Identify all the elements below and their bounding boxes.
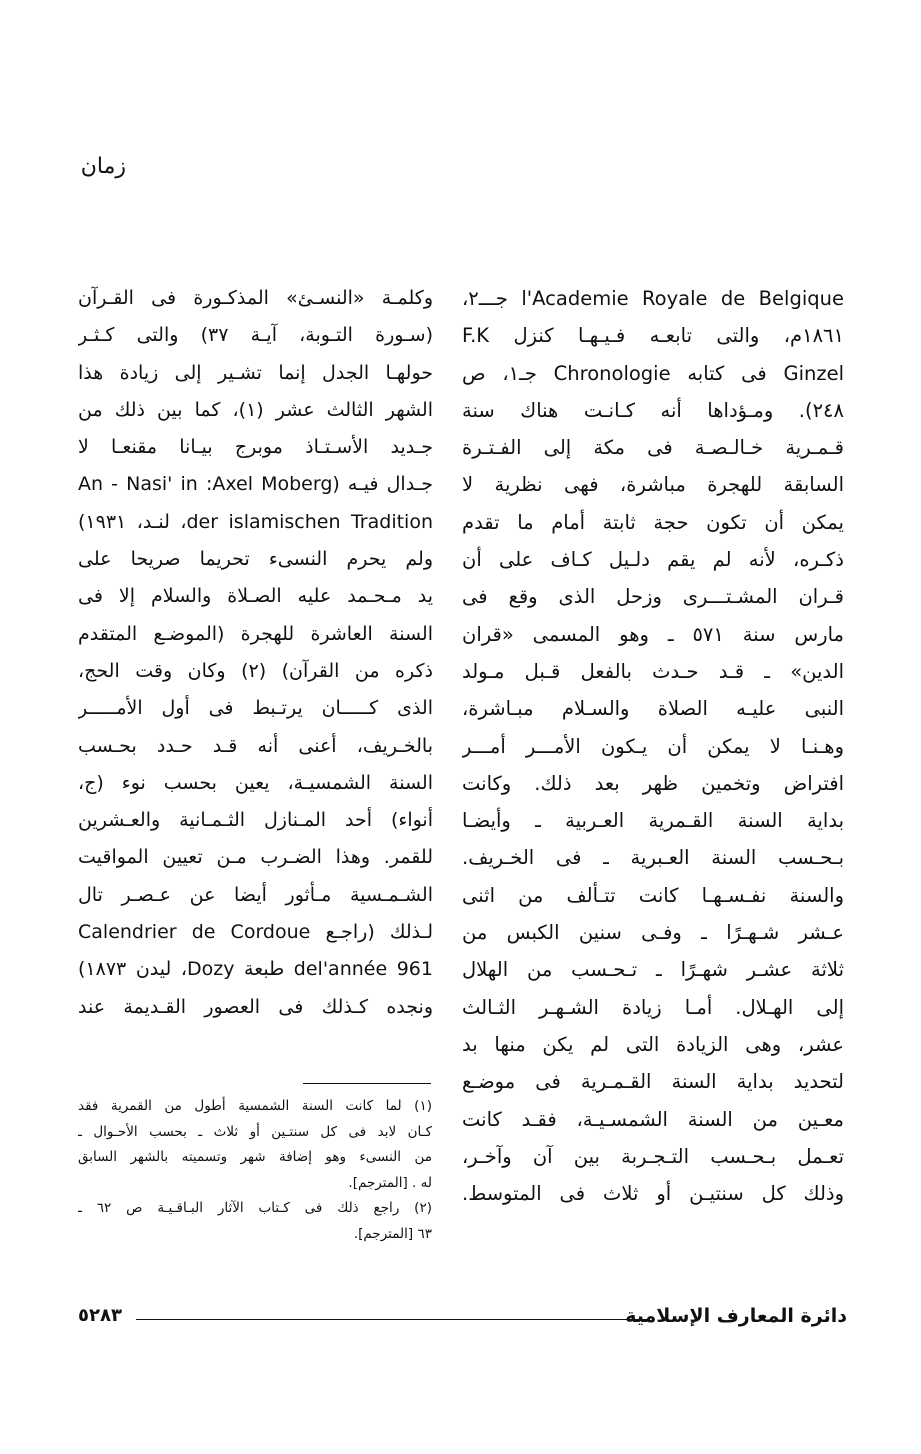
- text-line: مارس سنة ٥٧١ ـ وهو المسمى «قران: [462, 622, 844, 646]
- text-line: الدين» ـ قـد حـدث بالفعل قـبل مـولد: [462, 659, 844, 683]
- text-line: تعـمل بـحـسب التـجـربة بين آن وآخـر،: [462, 1144, 844, 1168]
- text-line: السنة الشمسيـة، يعين بحسب نوء (ج،: [78, 771, 433, 794]
- text-line: بداية السنة القـمرية العـربية ـ وأيضـا: [462, 809, 844, 833]
- text-line: جـدال فيـه (An - Nasi' in :Axel Moberg: [78, 473, 433, 496]
- text-line: l'Academie Royale de Belgique جـــ٢،: [462, 287, 844, 310]
- footnotes: [78, 1094, 432, 1247]
- text-line: del'année 961 طبعة Dozy، ليدن ١٨٧٣): [78, 958, 433, 981]
- text-line: ذكـره، لأنه لم يقم دلـيل كـاف على أن: [462, 548, 844, 572]
- footnote-line: (٢) راجع ذلك فى كـتاب الآثار البـاقـيـة ص ٦٢ ـ: [78, 1200, 432, 1216]
- footer-title: دائرة المعارف الإسلامية: [625, 1305, 847, 1327]
- text-line: لـذلك (راجـع Calendrier de Cordoue: [78, 921, 433, 944]
- text-line: إلى الهـلال. أمـا زيادة الشـهـر الثـالث: [462, 995, 844, 1019]
- text-line: عـشر شـهـرًا ـ وفـى سنين الكبس من: [462, 921, 844, 945]
- footnote-divider: [303, 1083, 431, 1084]
- text-line: ٢٤٨). ومـؤداها أنه كـانـت هناك سنة: [462, 398, 844, 422]
- text-line: وهـنـا لا يمكن أن يـكون الأمـــر أمـــر: [462, 734, 844, 758]
- text-line: أنواء) أحد المـنازل الثـمـانية والعـشرين: [78, 809, 433, 832]
- text-line: ثلاثة عشـر شهـرًا ـ تـحـسب من الهلال: [462, 958, 844, 982]
- text-line: der islamischen Tradition، لنـد، ١٩٣١): [78, 510, 433, 533]
- text-line: لتحديد بداية السنة القـمـرية فى موضـع: [462, 1070, 844, 1094]
- text-line: جـديد الأسـتـاذ موبرج بيـانا مقنعـا لا: [78, 436, 433, 459]
- text-line: الشهر الثالث عشر (١)، كما بين ذلك من: [78, 398, 433, 421]
- text-line: والسنة نفـسـهـا كانت تتـألف من اثنى: [462, 883, 844, 907]
- footnote-line: ٦٣ [المترجم].: [353, 1225, 432, 1242]
- text-line: افتراض وتخمين ظهر بعد ذلك. وكانت: [462, 771, 844, 795]
- text-line: الذى كـــــان يرتـبط فى أول الأمـــــر: [78, 697, 433, 720]
- text-line: السابقة للهجرة مباشرة، فهى نظرية لا: [462, 473, 844, 497]
- text-line: يمكن أن تكون حجة ثابتة أمام ما تقدم: [462, 510, 844, 534]
- text-line: حولهـا الجدل إنما تشـير إلى زيادة هذا: [78, 361, 433, 384]
- page-footer: [78, 1305, 847, 1335]
- text-line: وكلمـة «النسـئ» المذكـورة فى القـرآن: [78, 287, 433, 309]
- text-line: ولم يحرم النسىء تحريما صريحا على: [78, 548, 433, 571]
- text-line: ١٨٦١م، والتى تابعـه فـيـهـا كنزل F.K: [462, 324, 844, 348]
- text-line: قـران المشـتـــرى وزحل الذى وقع فى: [462, 585, 844, 609]
- text-line: عشر، وهى الزيادة التى لم يكن منها بد: [462, 1032, 844, 1056]
- text-line: وذلك كل سنتيـن أو ثلاث فى المتوسط.: [462, 1182, 844, 1206]
- text-line: ذكره من القرآن) (٢) وكان وقت الحج،: [78, 659, 433, 682]
- footer-rule: [136, 1319, 647, 1320]
- text-line: يد مـحـمد عليه الصـلاة والسلام إلا فى: [78, 585, 433, 608]
- text-line: النبى عليـه الصلاة والسـلام مبـاشرة،: [462, 697, 844, 721]
- footnote-line: (١) لما كانت السنة الشمسية أطول من القمرية فقد: [78, 1098, 432, 1114]
- text-line: الشـمـسية مـأثور أيضا عن عـصـر تال: [78, 883, 433, 906]
- left-column: [78, 280, 433, 1026]
- page-number: ٥٢٨٣: [78, 1305, 122, 1326]
- text-line: (سـورة التـوبة، آيـة ٣٧) والتى كـثـر: [78, 324, 433, 347]
- footnote-line: له . [المترجم].: [348, 1174, 432, 1191]
- text-line: السنة العاشرة للهجرة (الموضـع المتقدم: [78, 622, 433, 645]
- text-line: بـحـسب السنة العـبرية ـ فى الخـريف.: [462, 846, 844, 870]
- text-line: ونجده كـذلك فى العصور القـديمة عند: [78, 995, 433, 1018]
- running-head: زمان: [80, 154, 126, 179]
- text-line: قـمـرية خـالـصـة فى مكة إلى الفـتـرة: [462, 436, 844, 460]
- right-column: [462, 280, 844, 1212]
- footnote-line: من النسىء وهو إضافة شهر وتسميته بالشهر السابق: [78, 1149, 432, 1165]
- text-line: Ginzel فى كتابه Chronologie جـ١، ص: [462, 361, 844, 385]
- text-line: معـين من السنة الشمسـيـة، فقـد كانت: [462, 1107, 844, 1131]
- footnote-line: كـان لابد فى كل سنتـين أو ثلاث ـ بحسب الأحـوال ـ: [78, 1123, 432, 1140]
- text-line: بالخـريف، أعنى أنه قـد حـدد بحـسب: [78, 734, 433, 757]
- text-line: للقمر. وهذا الضـرب مـن تعيين المواقيت: [78, 846, 433, 869]
